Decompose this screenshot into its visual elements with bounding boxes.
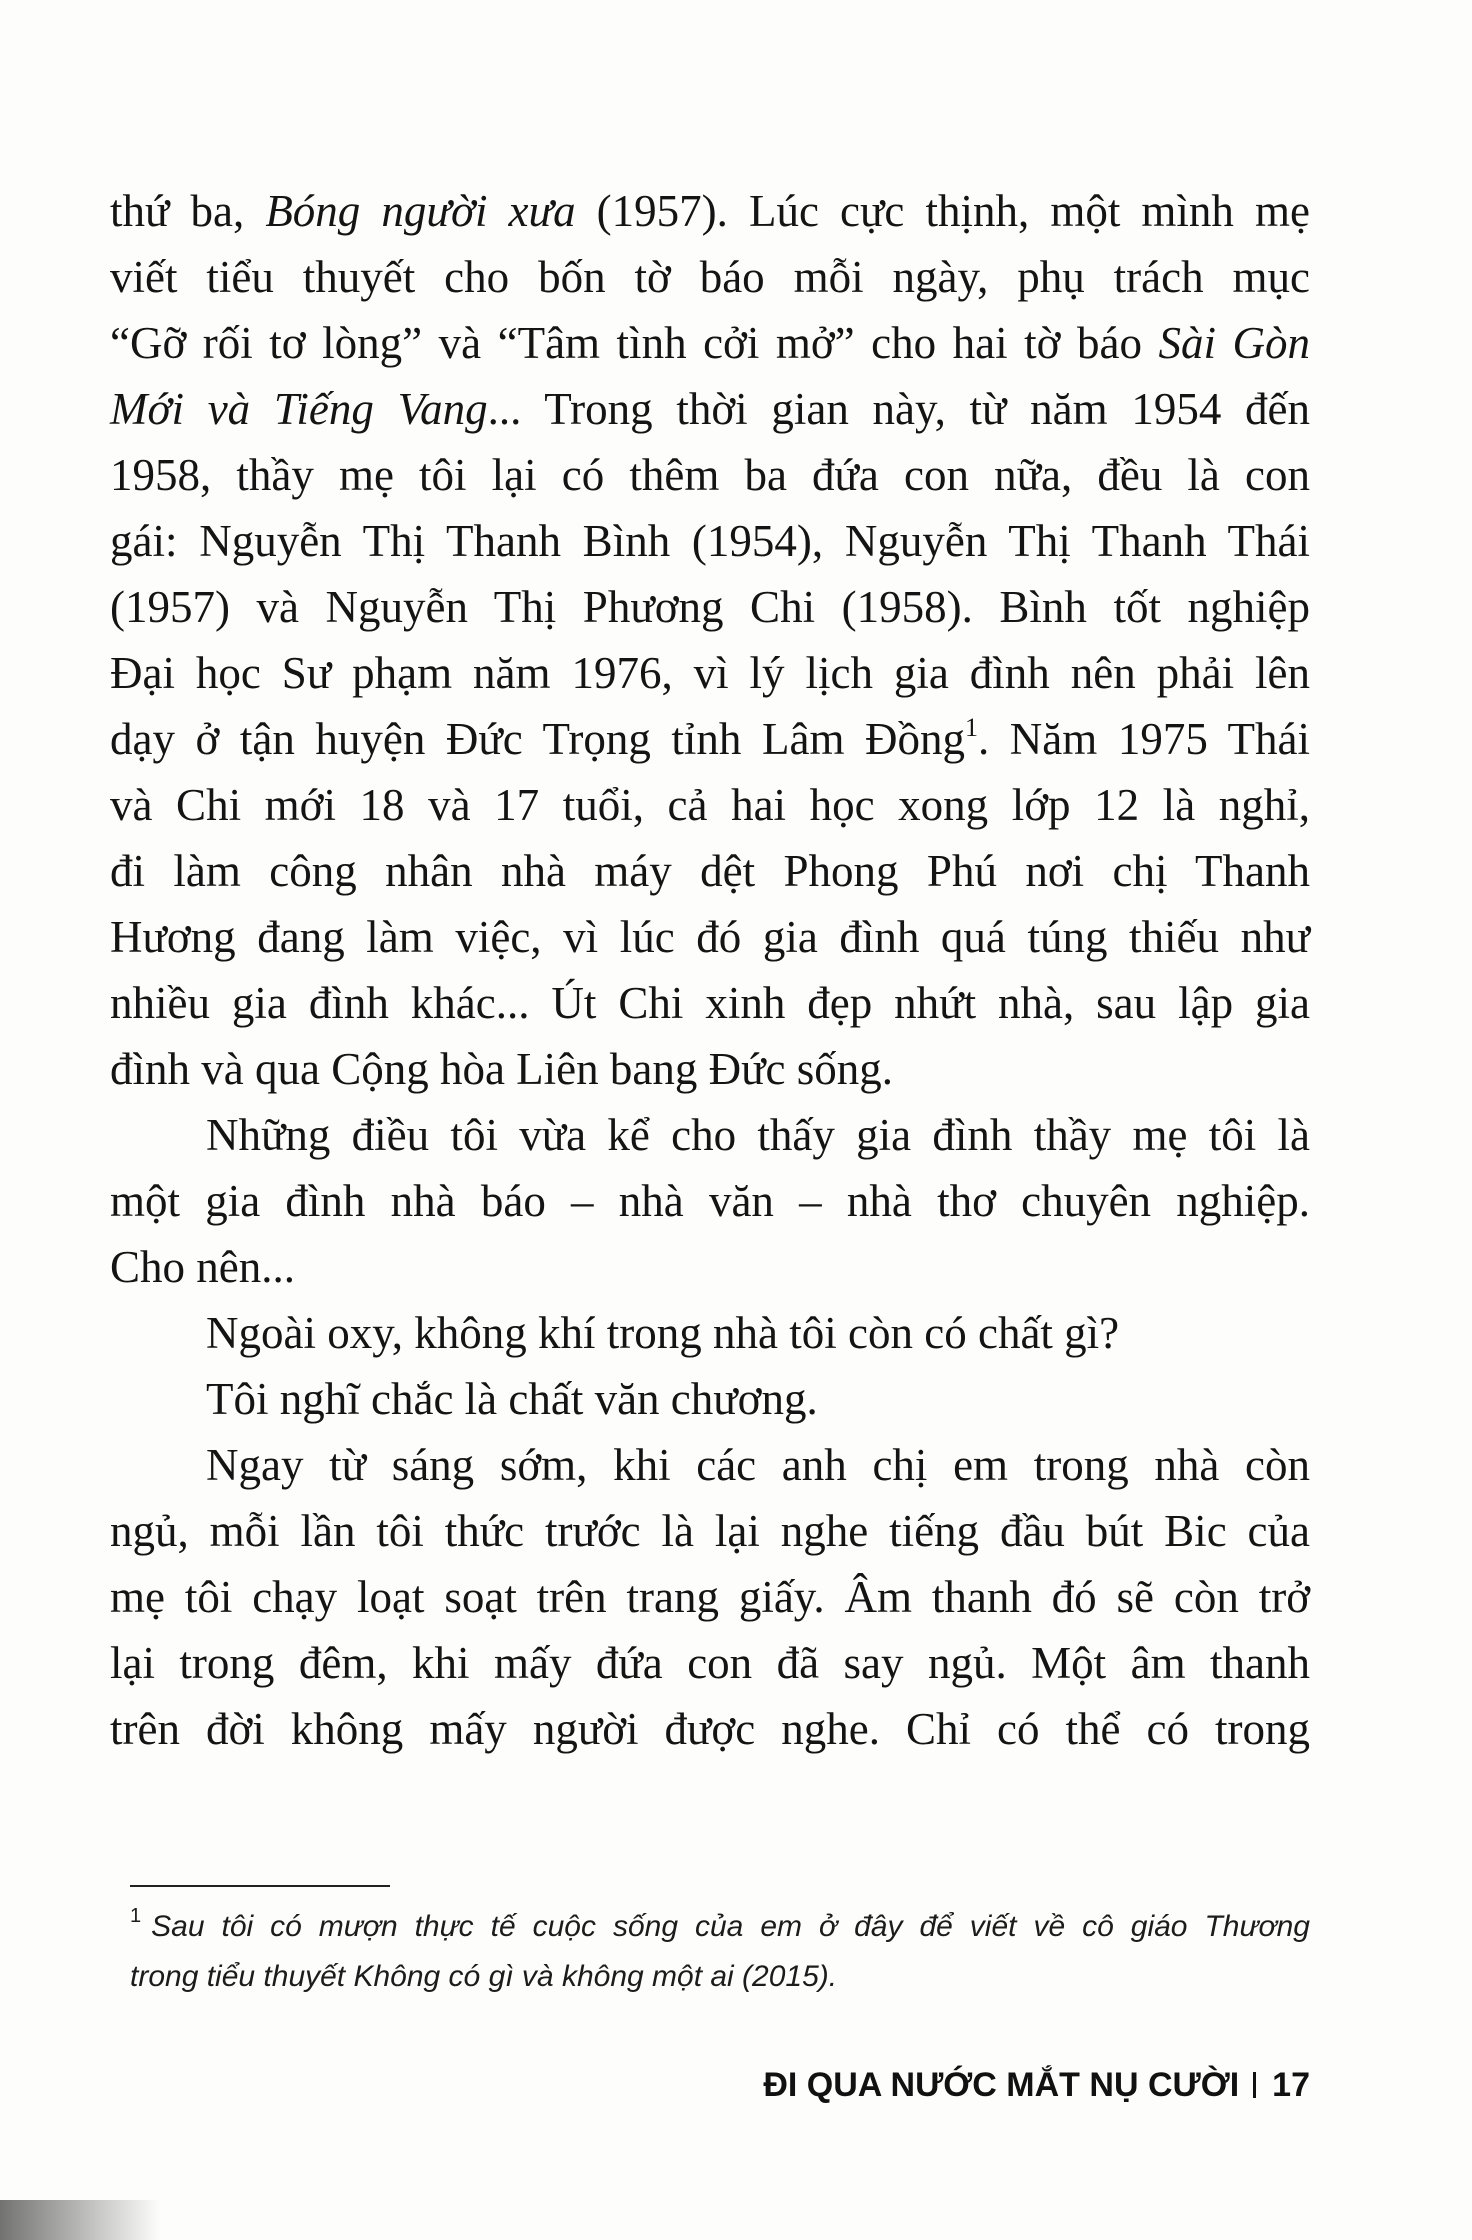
text-line-16: một gia đình nhà báo – nhà văn – nhà thơ chuyên nghiệp. <box>110 1176 1310 1226</box>
footnote-marker: 1 <box>130 1905 142 1927</box>
text-line-23: lại trong đêm, khi mấy đứa con đã say ngủ. Một âm thanh <box>110 1638 1310 1688</box>
italic-title: Mới và Tiếng Vang <box>110 384 488 434</box>
text-line-13: nhiều gia đình khác... Út Chi xinh đẹp nhứt nhà, sau lập gia <box>110 978 1310 1028</box>
text-run: . Năm 1975 Thái <box>978 714 1311 764</box>
text-line-22: mẹ tôi chạy loạt soạt trên trang giấy. Âm thanh đó sẽ còn trở <box>110 1572 1310 1622</box>
text-line-6: gái: Nguyễn Thị Thanh Bình (1954), Nguyễn Thị Thanh Thái <box>110 516 1310 566</box>
text-line-17: Cho nên... <box>110 1242 295 1292</box>
footnote-line-1 <box>130 1902 1310 1952</box>
text-line-8: Đại học Sư phạm năm 1976, vì lý lịch gia đình nên phải lên <box>110 648 1310 698</box>
footnote-line-2: trong tiểu thuyết Không có gì và không một ai (2015). <box>130 1960 838 1993</box>
text-line-10: và Chi mới 18 và 17 tuổi, cả hai học xong lớp 12 là nghỉ, <box>110 780 1310 830</box>
text-run: thứ ba, <box>110 186 266 236</box>
text-line-20: Ngay từ sáng sớm, khi các anh chị em trong nhà còn <box>206 1440 1310 1490</box>
text-line-9 <box>110 706 1310 772</box>
text-line-24: trên đời không mấy người được nghe. Chỉ có thể có trong <box>110 1704 1310 1754</box>
scan-shadow <box>0 2200 160 2240</box>
text-line-5: 1958, thầy mẹ tôi lại có thêm ba đứa con nữa, đều là con <box>110 450 1310 500</box>
italic-title: Sài Gòn <box>1158 318 1311 368</box>
text-line-11: đi làm công nhân nhà máy dệt Phong Phú nơi chị Thanh <box>110 846 1310 896</box>
footnote-reference: 1 <box>965 713 978 742</box>
footer-separator <box>1253 2072 1256 2098</box>
text-line-4 <box>110 376 1310 442</box>
body-text <box>110 178 1310 1762</box>
italic-title: Bóng người xưa <box>265 186 576 236</box>
text-run: dạy ở tận huyện Đức Trọng tỉnh Lâm Đồng <box>110 714 965 764</box>
footnote <box>130 1902 1310 2002</box>
text-line-19: Tôi nghĩ chắc là chất văn chương. <box>206 1374 818 1424</box>
text-run: ... Trong thời gian này, từ năm 1954 đến <box>487 384 1311 434</box>
text-run: “Gỡ rối tơ lòng” và “Tâm tình cởi mở” cho hai tờ báo <box>110 318 1159 368</box>
footnote-text: Sau tôi có mượn thực tế cuộc sống của em ở đây để viết về cô giáo Thương <box>151 1910 1310 1943</box>
text-line-18: Ngoài oxy, không khí trong nhà tôi còn có chất gì? <box>206 1308 1120 1358</box>
running-footer <box>763 2066 1310 2105</box>
text-line-1 <box>110 178 1310 244</box>
text-line-12: Hương đang làm việc, vì lúc đó gia đình quá túng thiếu như <box>110 912 1310 962</box>
text-run: (1957). Lúc cực thịnh, một mình mẹ <box>575 186 1310 236</box>
text-line-3 <box>110 310 1310 376</box>
text-line-2: viết tiểu thuyết cho bốn tờ báo mỗi ngày, phụ trách mục <box>110 252 1310 302</box>
book-title: ĐI QUA NƯỚC MẮT NỤ CƯỜI <box>763 2066 1240 2104</box>
footnote-divider <box>130 1885 390 1887</box>
page-number: 17 <box>1272 2066 1310 2104</box>
text-line-7: (1957) và Nguyễn Thị Phương Chi (1958). Bình tốt nghiệp <box>110 582 1310 632</box>
text-line-21: ngủ, mỗi lần tôi thức trước là lại nghe tiếng đầu bút Bic của <box>110 1506 1310 1556</box>
text-line-14: đình và qua Cộng hòa Liên bang Đức sống. <box>110 1044 893 1094</box>
text-line-15: Những điều tôi vừa kể cho thấy gia đình thầy mẹ tôi là <box>206 1110 1310 1160</box>
